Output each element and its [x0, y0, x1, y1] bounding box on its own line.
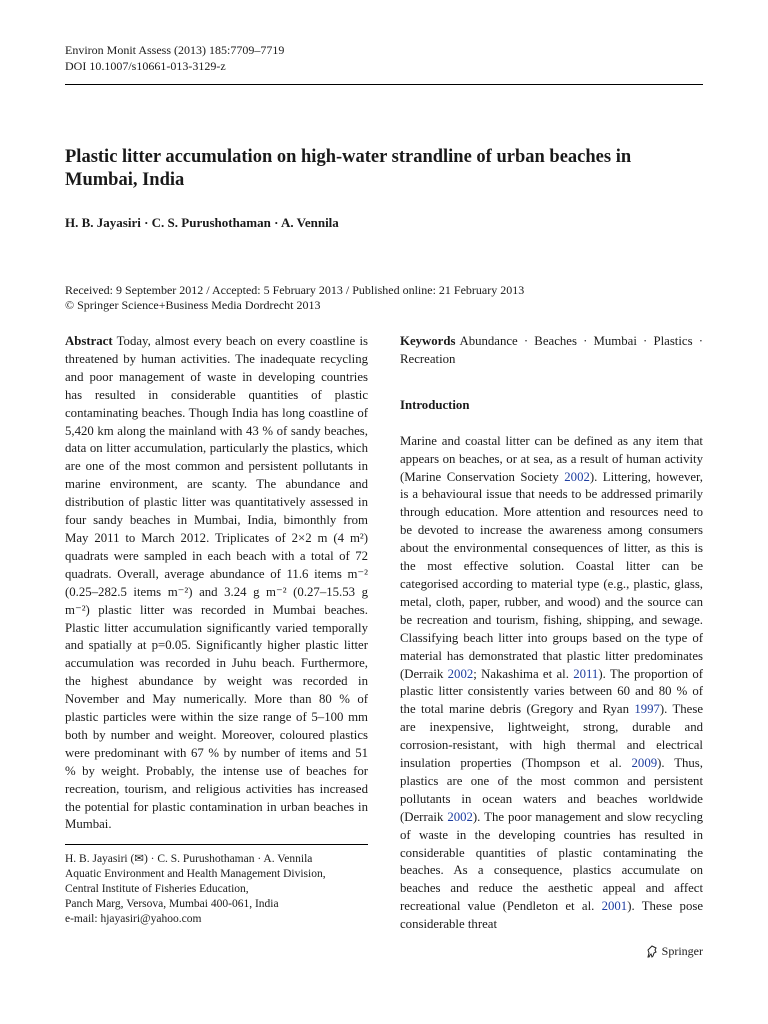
intro-text: ). Littering, however, is a behavioural issue that needs to be addressed primarily through education. More attention and resources need to be devoted to increase the awareness among consumers about the environmental consequences of litter, as this is the most effective solution. Coastal litter can be categorised according to material type (e.g., plastic, glass, metal, cloth, paper, rubber, and wood) and the source can be recreation and tourism, fishing, shipping, and sewage. Classifying beach litter into groups based on the type of material has demonstrated that plastic litter predominates (Derraik: [400, 469, 703, 681]
dates-line: Received: 9 September 2012 / Accepted: 5 February 2013 / Published online: 21 February 2013: [65, 283, 525, 297]
publication-dates: [65, 283, 524, 313]
keywords-text: Abundance · Beaches · Mumbai · Plastics · Recreation: [400, 334, 703, 366]
intro-text: ; Nakashima et al.: [473, 666, 574, 681]
affiliation-line-1: Aquatic Environment and Health Management Division,: [65, 868, 326, 880]
right-column: [400, 333, 703, 934]
springer-horse-icon: [645, 945, 659, 959]
citation-link[interactable]: 2002: [564, 469, 590, 484]
citation-link[interactable]: 2002: [447, 809, 473, 824]
header-divider: [65, 84, 703, 85]
publisher-name: Springer: [661, 944, 703, 958]
intro-text: ). The proportion of plastic litter consistently varies between 60 and 80 % of the total marine debris (Gregory and Ryan: [400, 666, 703, 717]
citation-link[interactable]: 2001: [601, 899, 628, 914]
citation-link[interactable]: 2011: [573, 666, 599, 681]
abstract-label: Abstract: [65, 334, 113, 348]
citation-link[interactable]: 1997: [634, 702, 660, 717]
introduction-paragraph: [400, 433, 703, 934]
journal-reference: [65, 42, 284, 74]
article-title: Plastic litter accumulation on high-water strandline of urban beaches in Mumbai, India: [65, 147, 632, 190]
author-affiliation: [65, 852, 368, 927]
doi[interactable]: DOI 10.1007/s10661-013-3129-z: [65, 59, 226, 73]
abstract-column: [65, 333, 368, 834]
publisher-mark: [645, 944, 703, 959]
affiliation-names: H. B. Jayasiri (✉) · C. S. Purushothaman · A. Vennila: [65, 853, 313, 865]
author-list: H. B. Jayasiri · C. S. Purushothaman · A. Vennila: [65, 215, 339, 230]
intro-text: Marine and coastal litter can be defined as any item that appears on beaches, or at sea, as a result of human activity (Marine Conservation Society: [400, 433, 703, 484]
footnote-divider: [65, 844, 368, 845]
citation-link[interactable]: 2002: [447, 666, 474, 681]
intro-text: ). These pose considerable threat: [400, 899, 703, 932]
introduction-heading: Introduction: [400, 397, 470, 412]
citation-link[interactable]: 2009: [631, 756, 658, 771]
copyright-line: © Springer Science+Business Media Dordrecht 2013: [65, 298, 321, 312]
affiliation-line-3: Panch Marg, Versova, Mumbai 400-061, India: [65, 898, 279, 910]
intro-text: ). The poor management and slow recycling of waste in the developing countries has resulted in considerable quantities of plastic contaminating the beaches. As a consequence, plastics accumulate on beaches and reduce the aesthetic appeal and affect recreational value (Pendleton et al.: [400, 809, 703, 914]
journal-citation: Environ Monit Assess (2013) 185:7709–7719: [65, 43, 285, 57]
abstract-text: Today, almost every beach on every coastline is threatened by human activities. The inadequate recycling and poor management of waste in developing countries has resulted in considerable quantities of plastic contaminating beaches. Though India has long coastline of 5,420 km along the mainland with 43 % of sandy beaches, data on litter accumulation, particularly the plastics, which are one of the most common and persistent pollutants in marine environment, are scanty. The abundance and distribution of plastic litter was quantitatively assessed in four sandy beaches in Mumbai, India, bimonthly from May 2011 to March 2012. Triplicates of 2×2 m (4 m²) quadrats were sampled in each beach with a total of 72 quadrats. Overall, average abundance of 11.6 items m⁻² (0.25–282.5 items m⁻²) and 3.24 g m⁻² (0.27–15.53 g m⁻²) plastic litter was recorded in Mumbai beaches. Plastic litter accumulation significantly varied temporally and spatially at p=0.05. Significantly higher plastic litter accumulation was recorded in Juhu beach. Furthermore, the highest abundance by weight was recorded in November and May numerically. More than 80 % of plastic particles were within the size range of 5–100 mm both by number and weight. Moreover, coloured plastics were predominant with 67 % by number of items and 51 % by weight. Probably, the intense use of beaches for recreation, tourism, and religious activities has increased the potential for plastic contamination in urban beaches in Mumbai.: [65, 334, 368, 832]
keywords-block: [400, 333, 703, 369]
affiliation-line-2: Central Institute of Fisheries Education,: [65, 883, 249, 895]
author-email[interactable]: e-mail: hjayasiri@yahoo.com: [65, 913, 202, 925]
intro-text: ). These are inexpensive, lightweight, strong, durable and corrosion-resistant, with high thermal and electrical insulation properties (Thompson et al.: [400, 702, 704, 771]
keywords-label: Keywords: [400, 334, 456, 348]
intro-text: ). Thus, plastics are one of the most common and persistent pollutants in ocean waters and beaches worldwide (Derraik: [400, 756, 703, 824]
